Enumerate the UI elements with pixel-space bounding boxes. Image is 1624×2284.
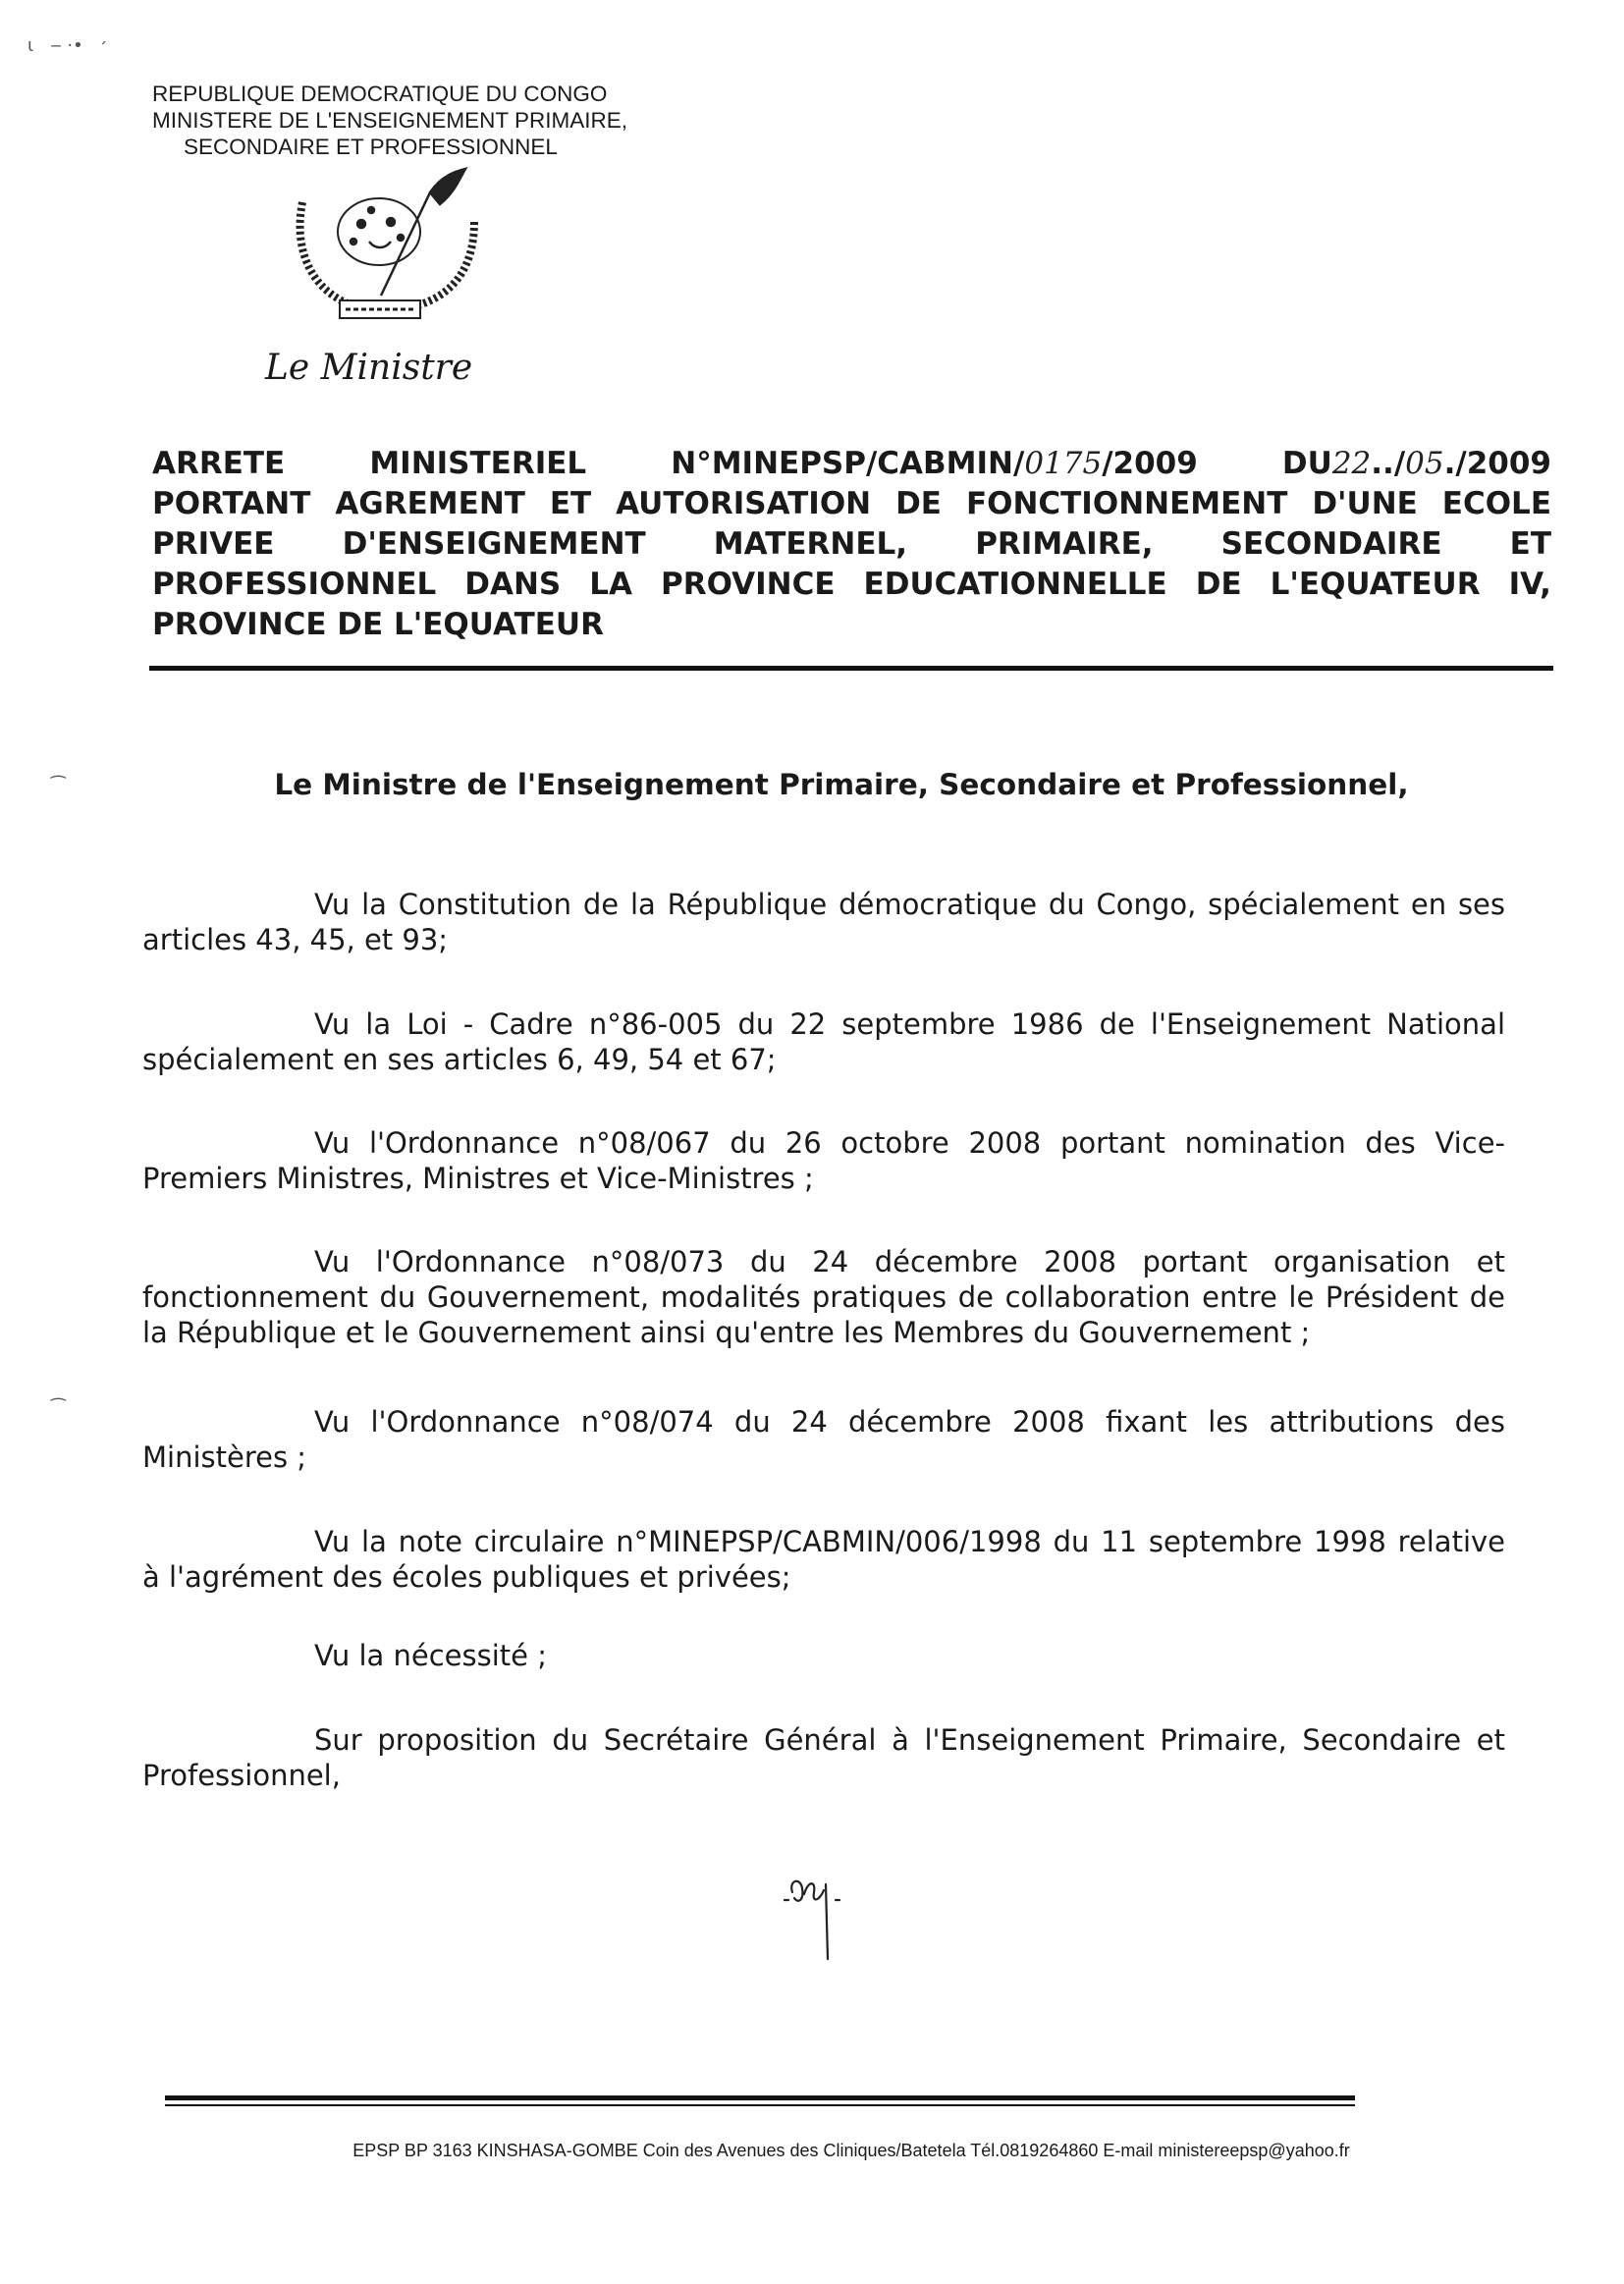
decree-date-suffix: ./2009 (1443, 446, 1551, 481)
paragraph-continuation: Premiers Ministres, Ministres et Vice-Ministres ; (142, 1162, 814, 1195)
paragraph-continuation: Professionnel, (142, 1759, 341, 1792)
decree-word: ECOLE (1441, 486, 1551, 521)
decree-word: EDUCATIONNELLE (863, 567, 1167, 602)
footer-divider (165, 2095, 1355, 2100)
paragraph-loi-cadre (142, 1006, 1505, 1077)
decree-word: ET (549, 486, 592, 521)
decree-title (152, 444, 1551, 645)
decree-word: FONCTIONNEMENT (965, 486, 1288, 521)
decree-word: PORTANT (152, 486, 311, 521)
paragraph-continuation: fonctionnement du Gouvernement, modalités pratiques de collaboration entre le Président de la République et le Gouvernement ainsi qu'entre les Membres du Gouvernement ; (142, 1280, 1505, 1349)
decree-date-prefix: DU (1281, 446, 1332, 481)
paragraph-first-line: Sur proposition du Secrétaire Général à l'Enseignement Primaire, Secondaire et (314, 1723, 1505, 1757)
decree-word: MINISTERIEL (369, 446, 587, 481)
paragraph-continuation: National spécialement en ses articles 6, 49, 54 et 67; (142, 1007, 1505, 1076)
decree-word: ARRETE (152, 446, 286, 481)
decree-title-last: PROVINCE DE L'EQUATEUR (152, 607, 604, 642)
paragraph-ordonnance-067 (142, 1125, 1505, 1196)
decree-word: PRIVEE (152, 526, 275, 562)
decree-word: AGREMENT (335, 486, 525, 521)
footer-divider-thin (165, 2104, 1355, 2106)
paragraph-continuation: relative à l'agrément des écoles publiques et privées; (142, 1525, 1506, 1594)
paragraph-necessite (142, 1638, 1505, 1673)
paragraph-ordonnance-073 (142, 1244, 1505, 1350)
paragraph-first-line: Vu la note circulaire n°MINEPSP/CABMIN/006/1998 du 11 septembre 1998 (314, 1525, 1386, 1558)
paragraph-first-line: Vu l'Ordonnance n°08/073 du 24 décembre 2008 portant organisation et (314, 1245, 1505, 1278)
scan-mark: ɩ ‒ ·• ׳ (27, 35, 108, 56)
paragraph-note-circulaire (142, 1524, 1505, 1595)
decree-date-month-handwritten: 05 (1405, 446, 1444, 481)
paragraph-first-line: Vu la Constitution de la République démocratique du Congo, spécialement en ses (314, 888, 1505, 921)
decree-date (1282, 444, 1551, 484)
decree-title-line-4 (152, 565, 1551, 605)
footer-contact: EPSP BP 3163 KINSHASA-GOMBE Coin des Avenues des Cliniques/Batetela Tél.0819264860 E-mail ministereepsp@yahoo.fr (352, 2141, 1350, 2160)
coat-of-arms-icon (263, 163, 489, 340)
paragraph-constitution (142, 887, 1505, 957)
decree-word: LA (589, 567, 633, 602)
decree-title-line-3 (152, 524, 1551, 565)
paragraph-first-line: Vu l'Ordonnance n°08/074 du 24 décembre 2008 fixant les attributions des (314, 1405, 1505, 1439)
scan-mark: ⁀ (51, 776, 66, 796)
decree-word: DE (1195, 567, 1242, 602)
paragraph-ordonnance-074 (142, 1404, 1505, 1475)
decree-word: ET (1509, 526, 1551, 562)
letterhead-country: REPUBLIQUE DEMOCRATIQUE DU CONGO (152, 82, 608, 106)
decree-date-separator: ../ (1371, 446, 1406, 481)
decree-title-line-1 (152, 444, 1551, 484)
decree-word: DANS (464, 567, 562, 602)
paragraph-first-line: Vu l'Ordonnance n°08/067 du 26 octobre 2008 portant nomination des Vice- (314, 1126, 1505, 1160)
decree-word: D'ENSEIGNEMENT (342, 526, 646, 562)
paragraph-proposition (142, 1722, 1505, 1793)
decree-number-handwritten: 0175 (1024, 446, 1103, 481)
letterhead-ministry: MINISTERE DE L'ENSEIGNEMENT PRIMAIRE, (152, 108, 627, 133)
decree-word: D'UNE (1312, 486, 1418, 521)
paragraph-continuation: articles 43, 45, et 93; (142, 923, 449, 956)
minister-title: Le Ministre (265, 348, 473, 388)
paragraph-first-line: Vu la nécessité ; (314, 1639, 547, 1672)
handwritten-initials-icon (781, 1871, 859, 1969)
decree-word: PROVINCE (661, 567, 836, 602)
decree-date-day-handwritten: 22 (1331, 446, 1372, 481)
decree-number (671, 444, 1198, 484)
title-divider (149, 666, 1553, 671)
minister-heading: Le Ministre de l'Enseignement Primaire, Secondaire et Professionnel, (274, 768, 1409, 801)
letterhead-ministry-cont: SECONDAIRE ET PROFESSIONNEL (184, 135, 558, 159)
decree-number-prefix: N°MINEPSP/CABMIN/ (671, 446, 1025, 481)
decree-title-line-5 (152, 605, 1551, 645)
decree-word: L'EQUATEUR (1270, 567, 1481, 602)
paragraph-first-line: Vu la Loi - Cadre n°86-005 du 22 septembre 1986 de l'Enseignement (314, 1007, 1372, 1041)
scan-mark: ⁀ (51, 1398, 66, 1419)
letterhead (152, 81, 627, 160)
decree-word: AUTORISATION (616, 486, 872, 521)
decree-word: DE (895, 486, 942, 521)
decree-word: PROFESSIONNEL (152, 567, 437, 602)
paragraph-continuation: Ministères ; (142, 1441, 307, 1474)
decree-title-line-2 (152, 484, 1551, 524)
decree-number-suffix: /2009 (1102, 446, 1198, 481)
decree-word: MATERNEL, (713, 526, 908, 562)
decree-word: SECONDAIRE (1220, 526, 1442, 562)
decree-word: IV, (1508, 567, 1551, 602)
decree-word: PRIMAIRE, (975, 526, 1154, 562)
